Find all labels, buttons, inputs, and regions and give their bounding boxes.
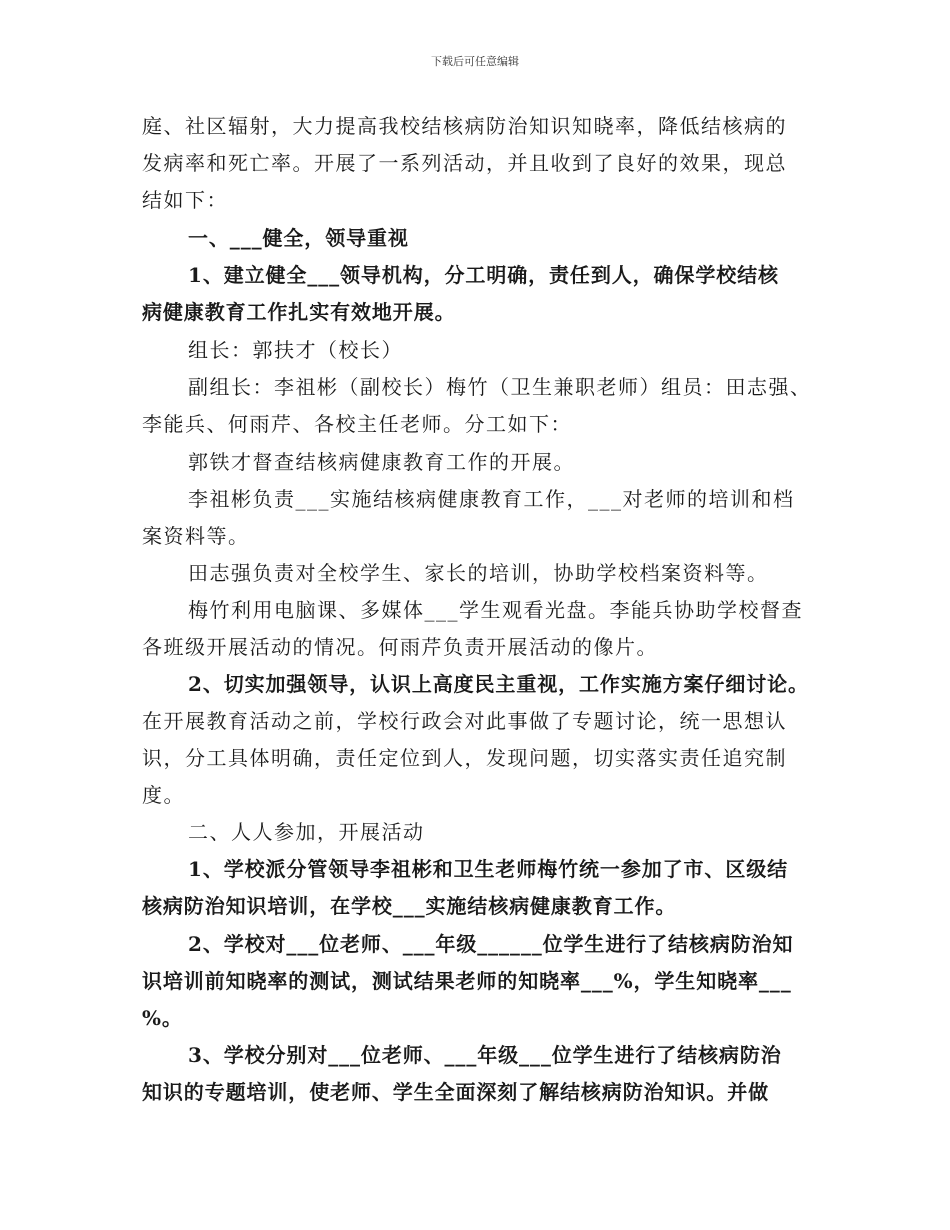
text-line: 梅竹利用电脑课、多媒体___学生观看光盘。李能兵协助学校督查 [188,598,803,622]
text-line: 1、建立健全___领导机构，分工明确，责任到人，确保学校结核 [188,263,779,287]
text-line: 各班级开展活动的情况。何雨芹负责开展活动的像片。 [142,635,658,659]
text-line: 2、学校对___位老师、___年级______位学生进行了结核病防治知 [188,932,794,956]
text-line: 发病率和死亡率。开展了一系列活动，并且收到了良好的效果，现总 [142,151,787,175]
text-line: 识，分工具体明确，责任定位到人，发现问题，切实落实责任追究制 [142,746,787,770]
page-header: 下载后可任意编辑 [431,55,519,68]
text-line: 结如下： [142,188,228,212]
text-line: %。 [142,1006,183,1030]
text-line: 田志强负责对全校学生、家长的培训，协助学校档案资料等。 [188,561,769,585]
text-line: 1、学校派分管领导李祖彬和卫生老师梅竹统一参加了市、区级结 [188,857,789,881]
text-line: 2、切实加强领导，认识上高度民主重视，工作实施方案仔细讨论。 [188,672,809,696]
text-line: 李能兵、何雨芹、各校主任老师。分工如下： [142,412,572,436]
text-line: 案资料等。 [142,524,250,548]
text-line: 核病防治知识培训，在学校___实施结核病健康教育工作。 [142,894,677,918]
text-line: 组长：郭扶才（校长） [188,338,403,362]
section-heading: 二、人人参加，开展活动 [188,820,425,844]
text-line: 庭、社区辐射，大力提高我校结核病防治知识知晓率，降低结核病的 [142,114,787,138]
text-line: 3、学校分别对___位老师、___年级___位学生进行了结核病防治 [188,1043,782,1067]
text-line: 病健康教育工作扎实有效地开展。 [142,300,456,324]
text-line: 识培训前知晓率的测试，测试结果老师的知晓率___%，学生知晓率___ [142,969,792,993]
text-line: 郭铁才督查结核病健康教育工作的开展。 [188,450,575,474]
text-line: 在开展教育活动之前，学校行政会对此事做了专题讨论，统一思想认 [142,709,787,733]
text-line: 李祖彬负责___实施结核病健康教育工作，___对老师的培训和档 [188,487,795,511]
text-line: 知识的专题培训，使老师、学生全面深刻了解结核病防治知识。并做 [142,1080,769,1104]
text-line: 度。 [142,783,185,807]
text-line: 副组长：李祖彬（副校长）梅竹（卫生兼职老师）组员：田志强、 [188,375,812,399]
section-heading: 一、___健全，领导重视 [188,226,409,250]
